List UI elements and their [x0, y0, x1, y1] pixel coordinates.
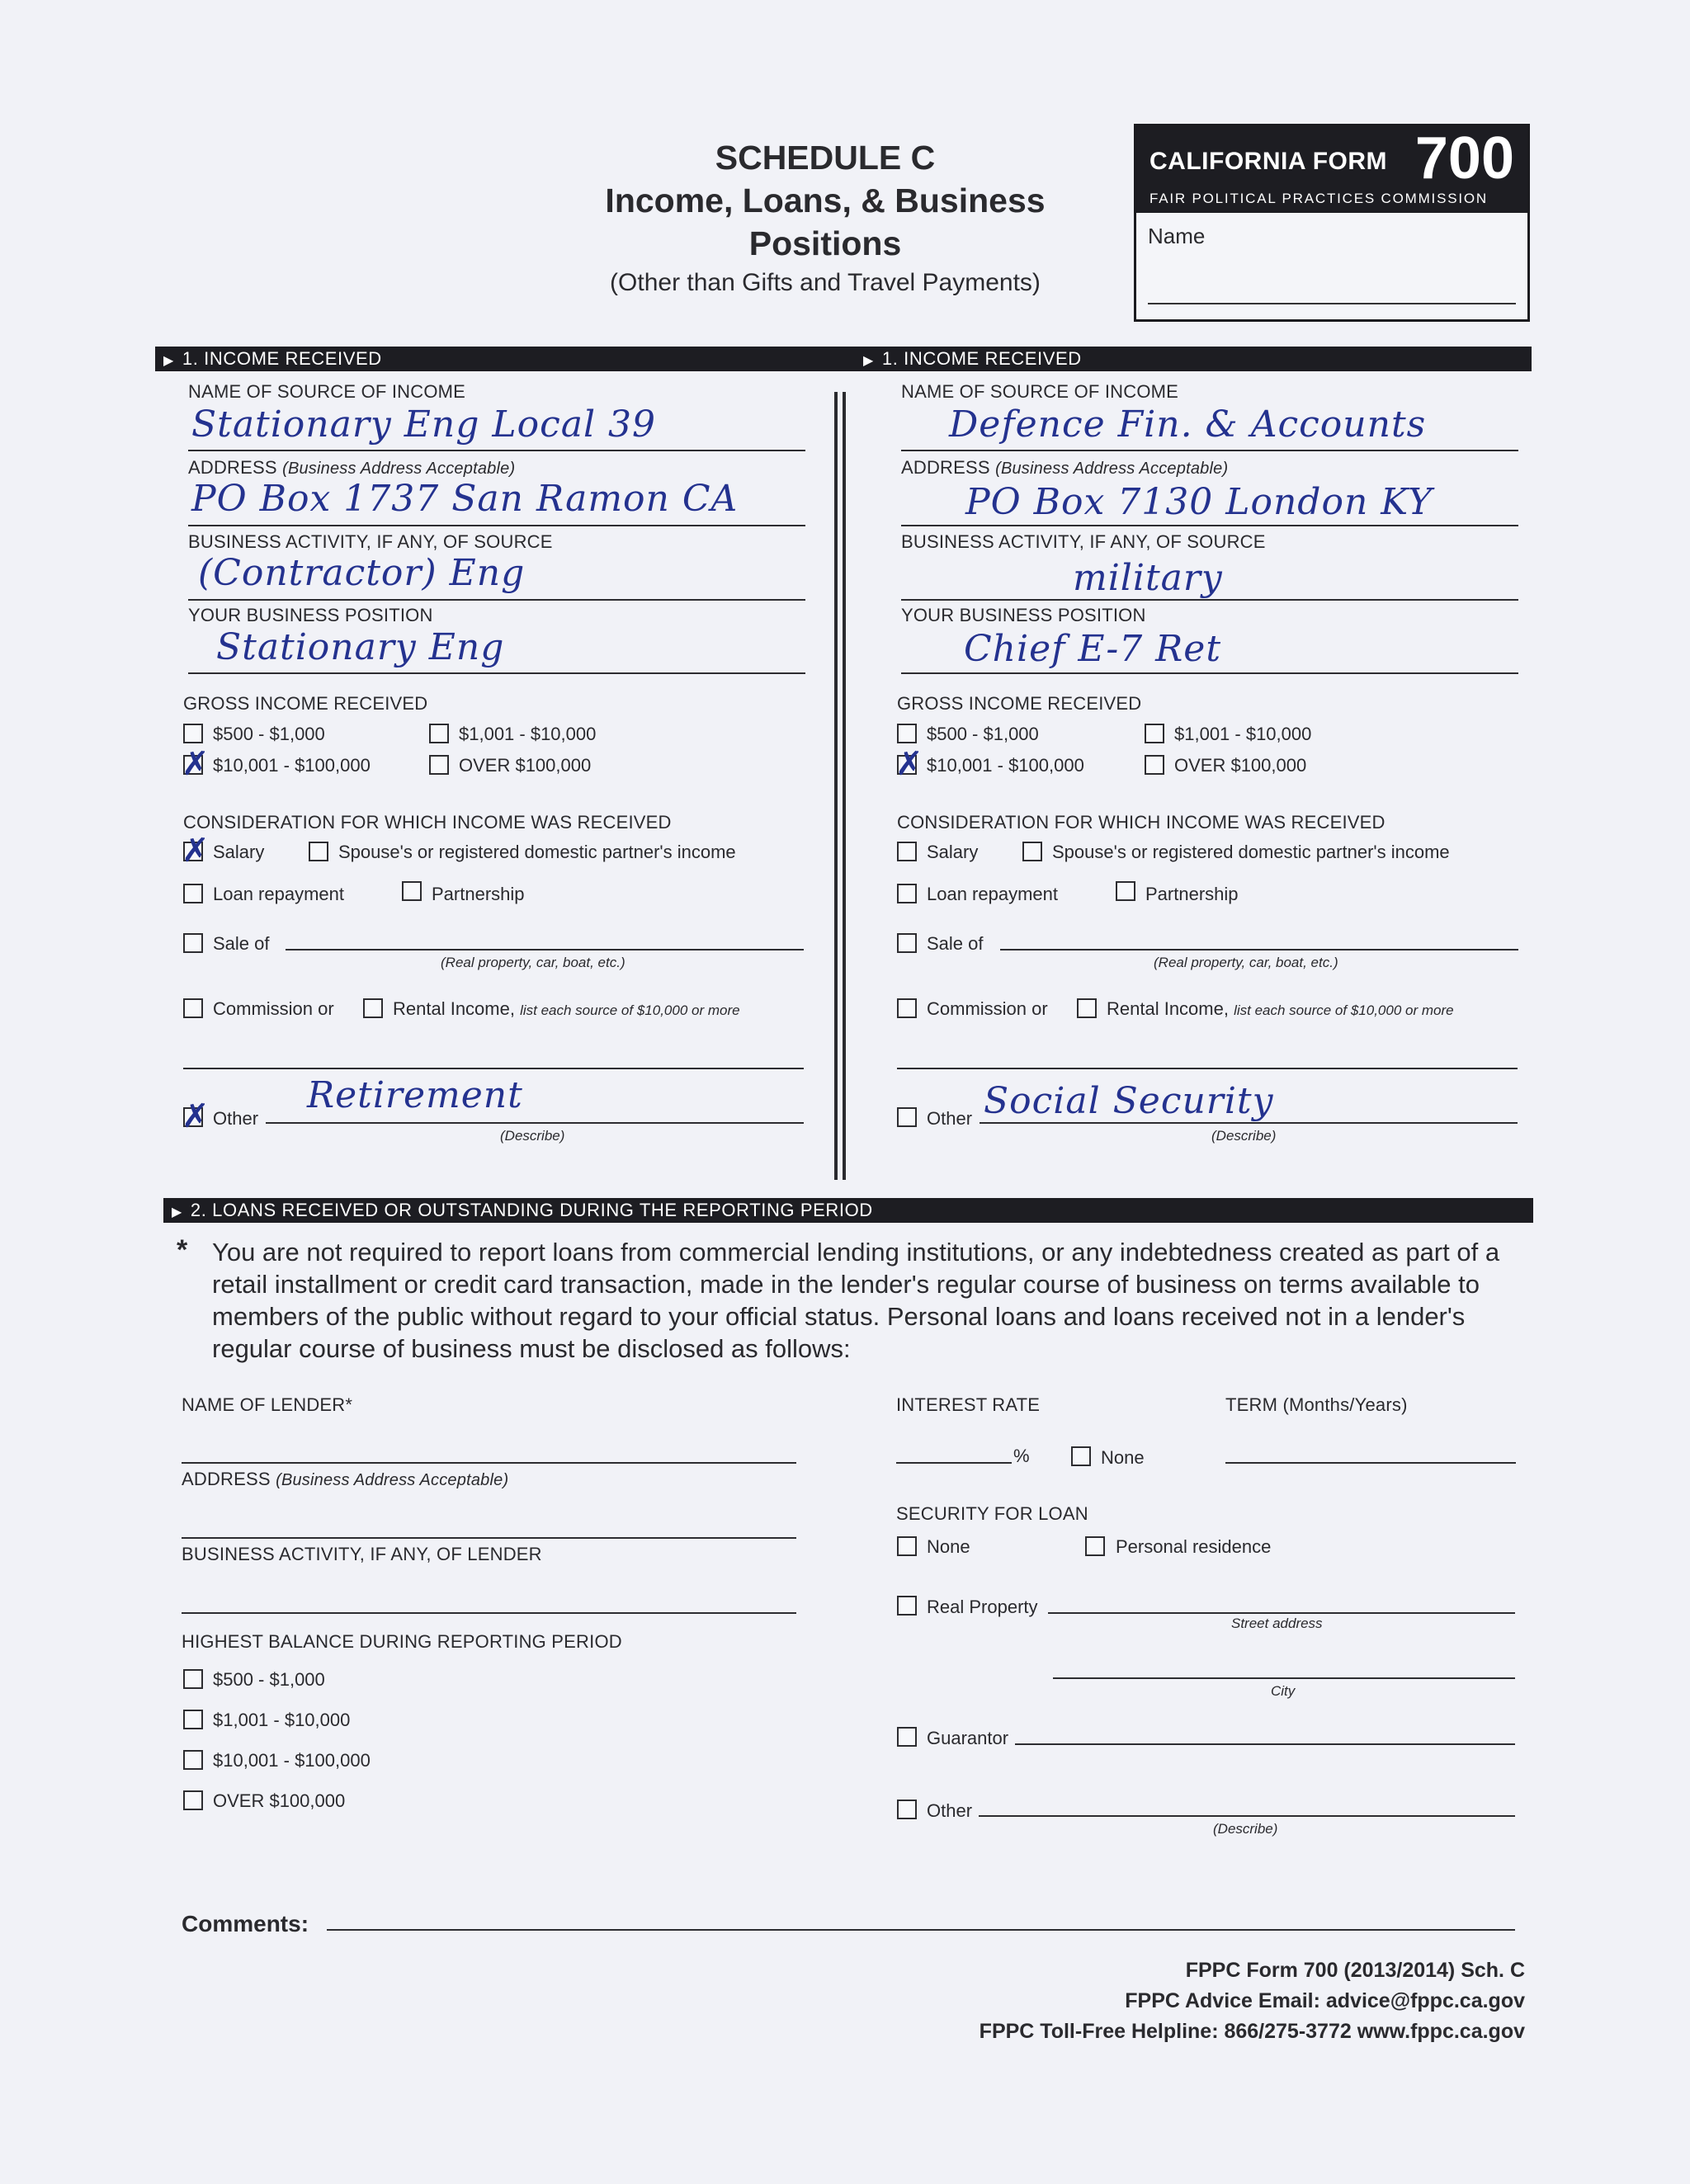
position-value[interactable]: Stationary Eng [216, 626, 505, 668]
commission-checkbox[interactable] [183, 998, 203, 1018]
form-number: 700 [1414, 125, 1514, 191]
real-property-label: Real Property [927, 1597, 1038, 1617]
address-value[interactable]: PO Box 7130 London KY [965, 481, 1433, 523]
sale-of-note: (Real property, car, boat, etc.) [441, 955, 625, 970]
rental-line[interactable] [183, 1068, 804, 1069]
lender-activity-line[interactable] [182, 1612, 796, 1614]
term-label: TERM (Months/Years) [1225, 1394, 1408, 1415]
interest-none-label: None [1101, 1447, 1145, 1468]
salary-label: Salary [213, 842, 265, 862]
source-line [901, 450, 1518, 451]
percent-sign: % [1013, 1446, 1030, 1466]
partnership-label: Partnership [432, 884, 525, 904]
source-label: NAME OF SOURCE OF INCOME [901, 381, 1179, 402]
security-other-describe-note: (Describe) [1213, 1821, 1278, 1837]
salary-checkbox[interactable] [183, 842, 203, 861]
source-line [188, 450, 805, 451]
security-label: SECURITY FOR LOAN [896, 1503, 1088, 1524]
position-line [901, 672, 1518, 674]
gross-over100k-checkbox[interactable] [429, 755, 449, 775]
loan-repayment-label: Loan repayment [927, 884, 1058, 904]
section-1-right-title: 1. INCOME RECEIVED [881, 348, 1082, 369]
arrow-icon: ▶ [172, 1205, 182, 1219]
gross-1001-label: $1,001 - $10,000 [459, 724, 597, 744]
title-line2: Positions [748, 224, 902, 262]
partnership-label: Partnership [1145, 884, 1239, 904]
balance-10001-checkbox[interactable] [183, 1750, 203, 1770]
column-divider [834, 392, 846, 1180]
sale-of-line[interactable] [1000, 949, 1518, 950]
partnership-checkbox[interactable] [1116, 881, 1135, 901]
gross-1001-checkbox[interactable] [429, 724, 449, 743]
sale-of-label: Sale of [927, 933, 984, 954]
balance-over100k-label: OVER $100,000 [213, 1790, 346, 1811]
spouse-income-label: Spouse's or registered domestic partner's income [1052, 842, 1450, 862]
section-2-bar [163, 1198, 1533, 1223]
name-field[interactable] [1148, 303, 1516, 304]
form-label: CALIFORNIA FORM [1149, 148, 1388, 175]
security-none-label: None [927, 1536, 970, 1557]
position-line [188, 672, 805, 674]
gross-label: GROSS INCOME RECEIVED [897, 693, 1142, 714]
schedule-title: SCHEDULE C [715, 139, 936, 177]
gross-10001-checkbox[interactable] [183, 755, 203, 775]
address-line [901, 525, 1518, 526]
gross-over100k-checkbox[interactable] [1145, 755, 1164, 775]
activity-value[interactable]: (Contractor) Eng [198, 552, 526, 594]
security-other-line[interactable] [979, 1815, 1515, 1817]
real-property-checkbox[interactable] [897, 1596, 917, 1616]
street-address-line[interactable] [1048, 1612, 1515, 1614]
lender-line[interactable] [182, 1462, 796, 1464]
street-address-note: Street address [1231, 1616, 1323, 1631]
commission-checkbox[interactable] [897, 998, 917, 1018]
source-value[interactable]: Stationary Eng Local 39 [191, 403, 656, 446]
gross-1001-checkbox[interactable] [1145, 724, 1164, 743]
footer-form-id: FPPC Form 700 (2013/2014) Sch. C [1185, 1959, 1525, 1982]
source-label: NAME OF SOURCE OF INCOME [188, 381, 466, 402]
section-1-bar [155, 347, 1532, 371]
other-label: Other [213, 1108, 259, 1129]
form-id-box [1134, 124, 1530, 322]
spouse-income-checkbox[interactable] [309, 842, 328, 861]
rental-income-note: list each source of $10,000 or more [1234, 1002, 1454, 1018]
arrow-icon: ▶ [163, 354, 174, 368]
commission-label: Commission or [927, 998, 1048, 1019]
sale-of-label: Sale of [213, 933, 270, 954]
loan-repayment-checkbox[interactable] [183, 884, 203, 903]
loan-repayment-checkbox[interactable] [897, 884, 917, 903]
rental-income-checkbox[interactable] [1077, 998, 1097, 1018]
balance-10001-label: $10,001 - $100,000 [213, 1750, 371, 1771]
gross-1001-label: $1,001 - $10,000 [1174, 724, 1312, 744]
gross-500-label: $500 - $1,000 [927, 724, 1039, 744]
salary-checkbox[interactable] [897, 842, 917, 861]
position-label: YOUR BUSINESS POSITION [901, 605, 1146, 625]
spouse-income-label: Spouse's or registered domestic partner's income [338, 842, 736, 862]
spouse-income-checkbox[interactable] [1022, 842, 1042, 861]
activity-label: BUSINESS ACTIVITY, IF ANY, OF SOURCE [188, 531, 553, 552]
sale-of-checkbox[interactable] [897, 933, 917, 953]
loans-notice: You are not required to report loans from commercial lending institutions, or any indebtedness created as part of a retail installment or credit card transaction, made in the lender's regular course of business on terms available to members of the public without regard to your official status. Personal loans and loans received not in a lender's regular course of business must be disclosed as follows: [212, 1238, 1500, 1363]
gross-10001-label: $10,001 - $100,000 [927, 755, 1084, 776]
consideration-label: CONSIDERATION FOR WHICH INCOME WAS RECEIVED [183, 812, 672, 833]
rental-income-label: Rental Income, [393, 998, 515, 1019]
other-line [266, 1122, 804, 1124]
sale-of-note: (Real property, car, boat, etc.) [1154, 955, 1338, 970]
security-other-checkbox[interactable] [897, 1800, 917, 1819]
lender-label: NAME OF LENDER* [182, 1394, 353, 1415]
balance-1001-checkbox[interactable] [183, 1710, 203, 1729]
balance-label: HIGHEST BALANCE DURING REPORTING PERIOD [182, 1631, 622, 1652]
interest-rate-line[interactable] [896, 1462, 1012, 1464]
gross-10001-checkbox[interactable] [897, 755, 917, 775]
lender-address-line[interactable] [182, 1537, 796, 1539]
asterisk: * [177, 1234, 188, 1266]
comments-line[interactable] [327, 1929, 1515, 1931]
security-other-label: Other [927, 1800, 973, 1821]
rental-income-note: list each source of $10,000 or more [520, 1002, 740, 1018]
balance-over100k-checkbox[interactable] [183, 1790, 203, 1810]
loan-repayment-label: Loan repayment [213, 884, 344, 904]
activity-label: BUSINESS ACTIVITY, IF ANY, OF SOURCE [901, 531, 1266, 552]
rental-income-label: Rental Income, [1107, 998, 1229, 1019]
address-label: ADDRESS [188, 457, 277, 478]
lender-address-note: (Business Address Acceptable) [276, 1471, 509, 1489]
other-label: Other [927, 1108, 973, 1129]
rental-line[interactable] [897, 1068, 1518, 1069]
other-describe-note: (Describe) [500, 1128, 565, 1144]
activity-line [188, 599, 805, 601]
city-note: City [1271, 1683, 1296, 1699]
address-label: ADDRESS [901, 457, 990, 478]
personal-residence-label: Personal residence [1116, 1536, 1272, 1557]
lender-activity-label: BUSINESS ACTIVITY, IF ANY, OF LENDER [182, 1544, 542, 1564]
sale-of-checkbox[interactable] [183, 933, 203, 953]
salary-label: Salary [927, 842, 979, 862]
partnership-checkbox[interactable] [402, 881, 422, 901]
footer-advice-email: FPPC Advice Email: advice@fppc.ca.gov [1125, 1989, 1525, 2012]
gross-500-checkbox[interactable] [183, 724, 203, 743]
gross-500-label: $500 - $1,000 [213, 724, 325, 744]
form-id-bar [1136, 126, 1527, 213]
gross-500-checkbox[interactable] [897, 724, 917, 743]
balance-500-checkbox[interactable] [183, 1669, 203, 1689]
name-label: Name [1148, 224, 1206, 248]
other-checkbox[interactable] [183, 1107, 203, 1127]
interest-none-checkbox[interactable] [1071, 1446, 1091, 1466]
other-line [980, 1122, 1518, 1124]
security-none-checkbox[interactable] [897, 1536, 917, 1556]
address-line [188, 525, 805, 526]
section-1-left-title: 1. INCOME RECEIVED [182, 348, 382, 369]
guarantor-label: Guarantor [927, 1728, 1009, 1748]
other-describe-note: (Describe) [1211, 1128, 1277, 1144]
position-label: YOUR BUSINESS POSITION [188, 605, 433, 625]
commission-label: FAIR POLITICAL PRACTICES COMMISSION [1149, 191, 1488, 206]
term-line[interactable] [1225, 1462, 1516, 1464]
personal-residence-checkbox[interactable] [1085, 1536, 1105, 1556]
other-value[interactable]: Retirement [307, 1074, 523, 1116]
gross-over100k-label: OVER $100,000 [1174, 755, 1307, 776]
comments-label: Comments: [182, 1911, 309, 1936]
sale-of-line[interactable] [286, 949, 804, 950]
address-note: (Business Address Acceptable) [995, 460, 1229, 478]
consideration-label: CONSIDERATION FOR WHICH INCOME WAS RECEIVED [897, 812, 1386, 833]
rental-income-checkbox[interactable] [363, 998, 383, 1018]
other-value[interactable]: Social Security [984, 1080, 1274, 1122]
title-line1: Income, Loans, & Business [605, 182, 1046, 219]
section-2-title: 2. LOANS RECEIVED OR OUTSTANDING DURING THE REPORTING PERIOD [190, 1200, 873, 1220]
activity-value[interactable]: military [1073, 557, 1223, 599]
position-value[interactable]: Chief E-7 Ret [964, 628, 1222, 670]
lender-address-label: ADDRESS [182, 1469, 271, 1489]
commission-label: Commission or [213, 998, 334, 1019]
gross-over100k-label: OVER $100,000 [459, 755, 592, 776]
address-value[interactable]: PO Box 1737 San Ramon CA [191, 478, 739, 520]
footer-helpline: FPPC Toll-Free Helpline: 866/275-3772 www.fppc.ca.gov [979, 2020, 1525, 2043]
activity-line [901, 599, 1518, 601]
other-checkbox[interactable] [897, 1107, 917, 1127]
balance-500-label: $500 - $1,000 [213, 1669, 325, 1690]
gross-10001-label: $10,001 - $100,000 [213, 755, 371, 776]
guarantor-line[interactable] [1015, 1743, 1515, 1745]
address-note: (Business Address Acceptable) [282, 460, 516, 478]
balance-1001-label: $1,001 - $10,000 [213, 1710, 351, 1730]
gross-label: GROSS INCOME RECEIVED [183, 693, 428, 714]
subtitle: (Other than Gifts and Travel Payments) [610, 269, 1041, 296]
interest-rate-label: INTEREST RATE [896, 1394, 1041, 1415]
source-value[interactable]: Defence Fin. & Accounts [949, 403, 1427, 446]
form-title [528, 136, 1122, 300]
guarantor-checkbox[interactable] [897, 1727, 917, 1747]
city-line[interactable] [1053, 1677, 1515, 1679]
arrow-icon: ▶ [863, 354, 874, 368]
footer [980, 1955, 1525, 2047]
